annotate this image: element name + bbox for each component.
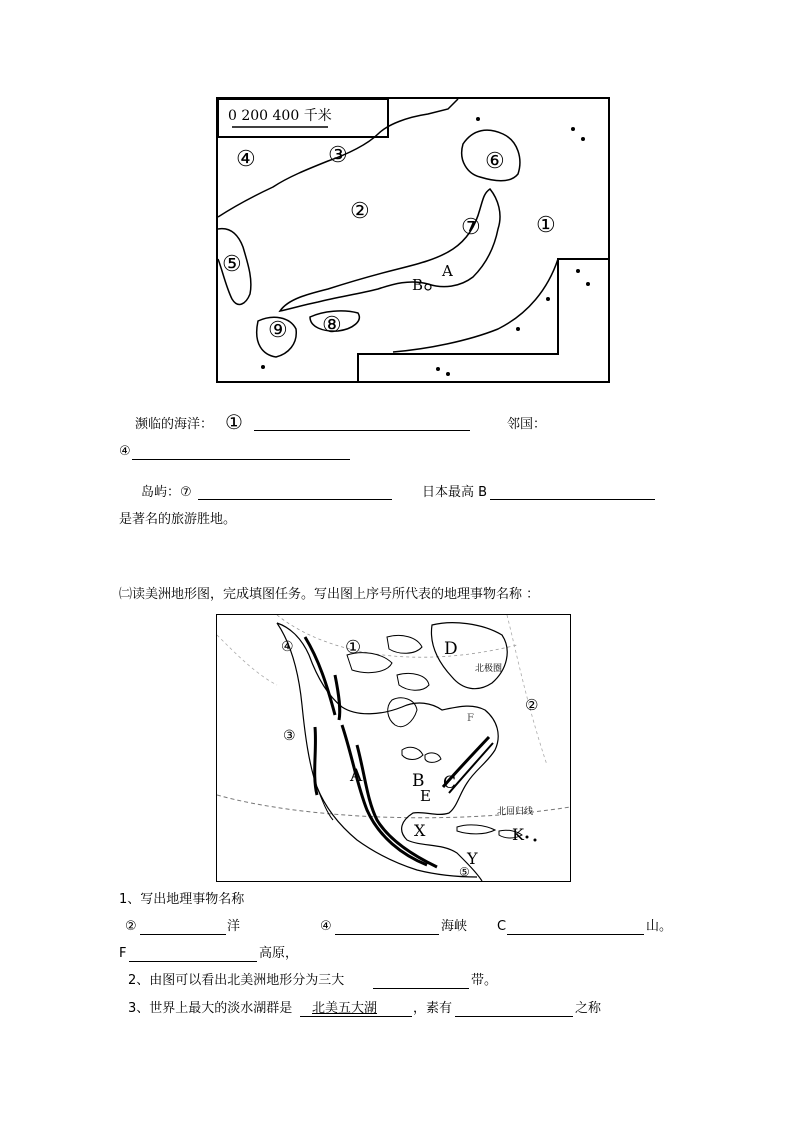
q1f-prefix: F (119, 946, 127, 961)
japan-label-4: ④ (236, 147, 256, 172)
japan-label-1: ① (536, 213, 556, 238)
neighbor-answer-blank[interactable] (132, 459, 350, 460)
q3-answer: 北美五大湖 (312, 1001, 378, 1016)
ocean-label: 濒临的海洋： (135, 417, 214, 432)
arctic-circle-label: 北极圈 (475, 664, 503, 674)
america-map (216, 614, 571, 882)
tropic-label: 北回归线 (497, 807, 534, 817)
america-label-1: ① (345, 637, 362, 658)
q1b-blank[interactable] (335, 934, 439, 935)
america-label-Y: Y (467, 849, 478, 868)
q1a-number: ② (125, 919, 137, 934)
q2-text: 2、由图可以看出北美洲地形分为三大 (128, 973, 345, 988)
america-intro: ㈡读美洲地形图，完成填图任务。写出图上序号所代表的地理事物名称 ： (119, 587, 540, 602)
highest-answer-blank[interactable] (490, 499, 655, 500)
q1a-suffix: 洋 (227, 919, 241, 934)
japan-label-9: ⑨ (268, 318, 288, 343)
japan-label-5: ⑤ (222, 252, 242, 277)
america-label-3: ③ (283, 728, 296, 744)
q2-suffix: 带。 (471, 973, 498, 988)
america-label-A: A (350, 766, 363, 786)
q3-answer-line (300, 1016, 412, 1017)
highest-label: 日本最高 B (422, 485, 488, 500)
japan-label-7: ⑦ (461, 215, 481, 240)
q1c-blank[interactable] (507, 934, 644, 935)
q1c-prefix: C (497, 919, 507, 934)
q1c-suffix: 山。 (646, 919, 673, 934)
q3-suffix: 之称 (575, 1001, 602, 1016)
japan-label-6: ⑥ (485, 149, 505, 174)
japan-label-A: A (442, 262, 453, 280)
japan-label-B: B (412, 276, 424, 294)
america-label-F: F (467, 713, 474, 724)
america-label-K: K (512, 825, 524, 844)
ocean-number: ① (225, 410, 243, 434)
america-label-5: ⑤ (459, 865, 470, 879)
q1a-blank[interactable] (140, 934, 226, 935)
q3-mid: ，素有 (413, 1001, 453, 1016)
america-label-B: B (412, 771, 425, 791)
q1-title: 1、写出地理事物名称 (119, 892, 245, 907)
america-label-E: E (420, 787, 431, 805)
q2-blank[interactable] (373, 988, 469, 989)
japan-scale-text: 0 200 400 千米 (228, 108, 332, 124)
america-label-X: X (414, 821, 426, 840)
neighbor-number: ④ (119, 444, 131, 459)
island-answer-blank[interactable] (198, 499, 392, 500)
america-label-4: ④ (281, 639, 294, 655)
island-label: 岛屿：⑦ (141, 485, 192, 500)
america-label-C: C (443, 773, 457, 793)
q1b-suffix: 海峡 (441, 919, 468, 934)
q1f-blank[interactable] (129, 961, 257, 962)
america-label-D: D (444, 639, 458, 659)
tourist-text: 是著名的旅游胜地。 (119, 512, 237, 527)
q1b-number: ④ (320, 919, 332, 934)
q3-text: 3、世界上最大的淡水湖群是 (128, 1001, 293, 1016)
japan-map (216, 97, 610, 383)
japan-label-2: ② (350, 199, 370, 224)
q3-blank[interactable] (455, 1016, 573, 1017)
q1f-suffix: 高原， (259, 946, 299, 961)
japan-label-8: ⑧ (322, 313, 342, 338)
america-label-2: ② (525, 696, 539, 714)
ocean-answer-blank[interactable] (254, 430, 470, 431)
japan-label-3: ③ (328, 143, 348, 168)
neighbor-label: 邻国： (507, 417, 547, 432)
